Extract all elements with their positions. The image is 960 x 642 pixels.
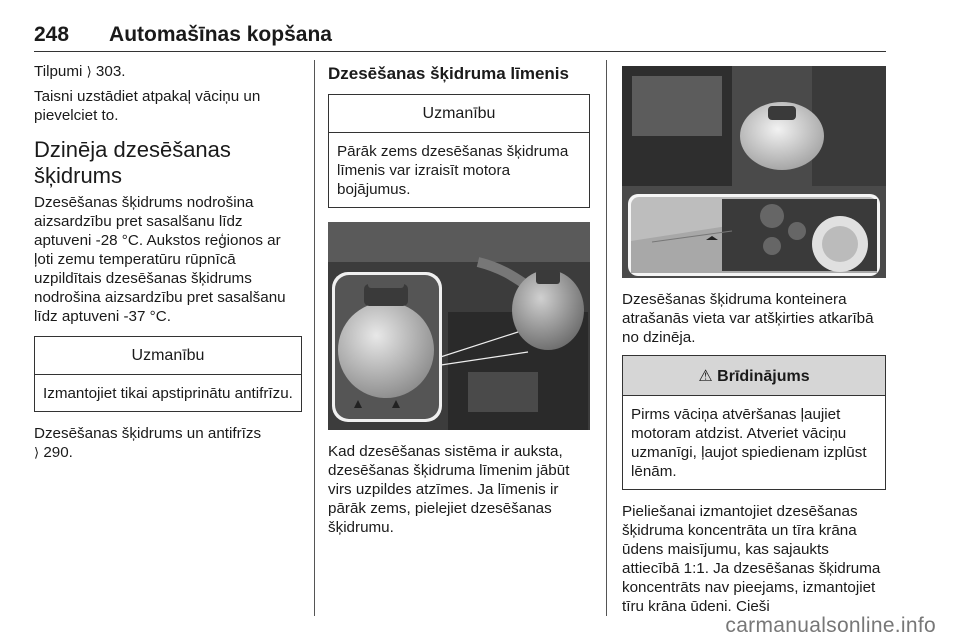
engine-bay-photo (622, 66, 886, 278)
notice-title: Uzmanību (35, 337, 301, 375)
column-divider (606, 60, 607, 616)
notice-box (34, 336, 302, 412)
notice-body: Pārāk zems dzesēšanas šķidruma līmenis var izraisīt motora bojājumus. (337, 143, 569, 198)
page-header (34, 22, 886, 52)
paragraph: Dzesēšanas šķidruma konteinera atrašanās vieta var atšķirties atkarībā no dzinēja. (622, 291, 874, 346)
coolant-reservoir-photo (328, 222, 590, 430)
section-heading: Dzinēja dzesēšanas šķidrums (34, 137, 231, 188)
watermark: carmanualsonline.info (725, 614, 936, 637)
subsection-heading: Dzesēšanas šķidruma līmenis (328, 64, 569, 83)
warning-title: ⚠ Brīdinājums (623, 356, 885, 396)
paragraph: Dzesēšanas šķidrums nodrošina aizsardzību pret sasalšanu līdz aptuveni -28 °C. Aukstos reģionos ar ļoti zemu temperatūru rūpnīcā uzpildītais dzesēšanas šķidrums nodrošina aizsardzību pret sasalšanu līdz aptuveni -37 °C. (34, 194, 286, 325)
column-divider (314, 60, 315, 616)
page-link-290[interactable]: 290. (43, 444, 73, 461)
arrow-ref-icon: ⟩ (34, 445, 40, 460)
warning-triangle-icon: ⚠ (698, 368, 713, 385)
volumes-ref: Tilpumi ⟩ 303. (34, 63, 126, 80)
page-link-303[interactable]: 303. (95, 63, 126, 80)
engine-bay-illustration (622, 66, 886, 278)
column-left (34, 62, 302, 468)
paragraph: Pieliešanai izmantojiet dzesēšanas šķidruma koncentrāta un tīra krāna ūdens maisījumu, kas sajaukts attiecībā 1:1. Ja dzesēšanas šķidruma koncentrāts nav pieejams, izmantojiet tīru krāna ūdeni. Cieši (622, 503, 881, 615)
notice-title: Uzmanību (329, 95, 589, 133)
column-middle (328, 62, 590, 543)
coolant-antifreeze-ref: Dzesēšanas šķidrums un antifrīzs ⟩ 290. (34, 425, 262, 461)
arrow-ref-icon: ⟩ (86, 64, 92, 79)
page-number: 248 (34, 23, 70, 46)
warning-box (622, 355, 886, 490)
paragraph: Taisni uzstādiet atpakaļ vāciņu un pievelciet to. (34, 88, 261, 124)
warning-body: Pirms vāciņa atvēršanas ļaujiet motoram atdzist. Atveriet vāciņu uzmanīgi, ļaujot spiedienam izplūst lēnām. (631, 406, 867, 480)
notice-box (328, 94, 590, 208)
notice-body: Izmantojiet tikai apstiprinātu antifrīzu. (43, 385, 293, 402)
paragraph: Kad dzesēšanas sistēma ir auksta, dzesēšanas šķidruma līmenim jābūt virs uzpildes atzīmes. Ja līmenis ir pārāk zems, pielejiet dzesēšanas šķidrumu. (328, 443, 570, 536)
running-title: Automašīnas kopšana (109, 23, 332, 46)
coolant-reservoir-illustration (328, 222, 590, 430)
column-right (622, 66, 886, 622)
